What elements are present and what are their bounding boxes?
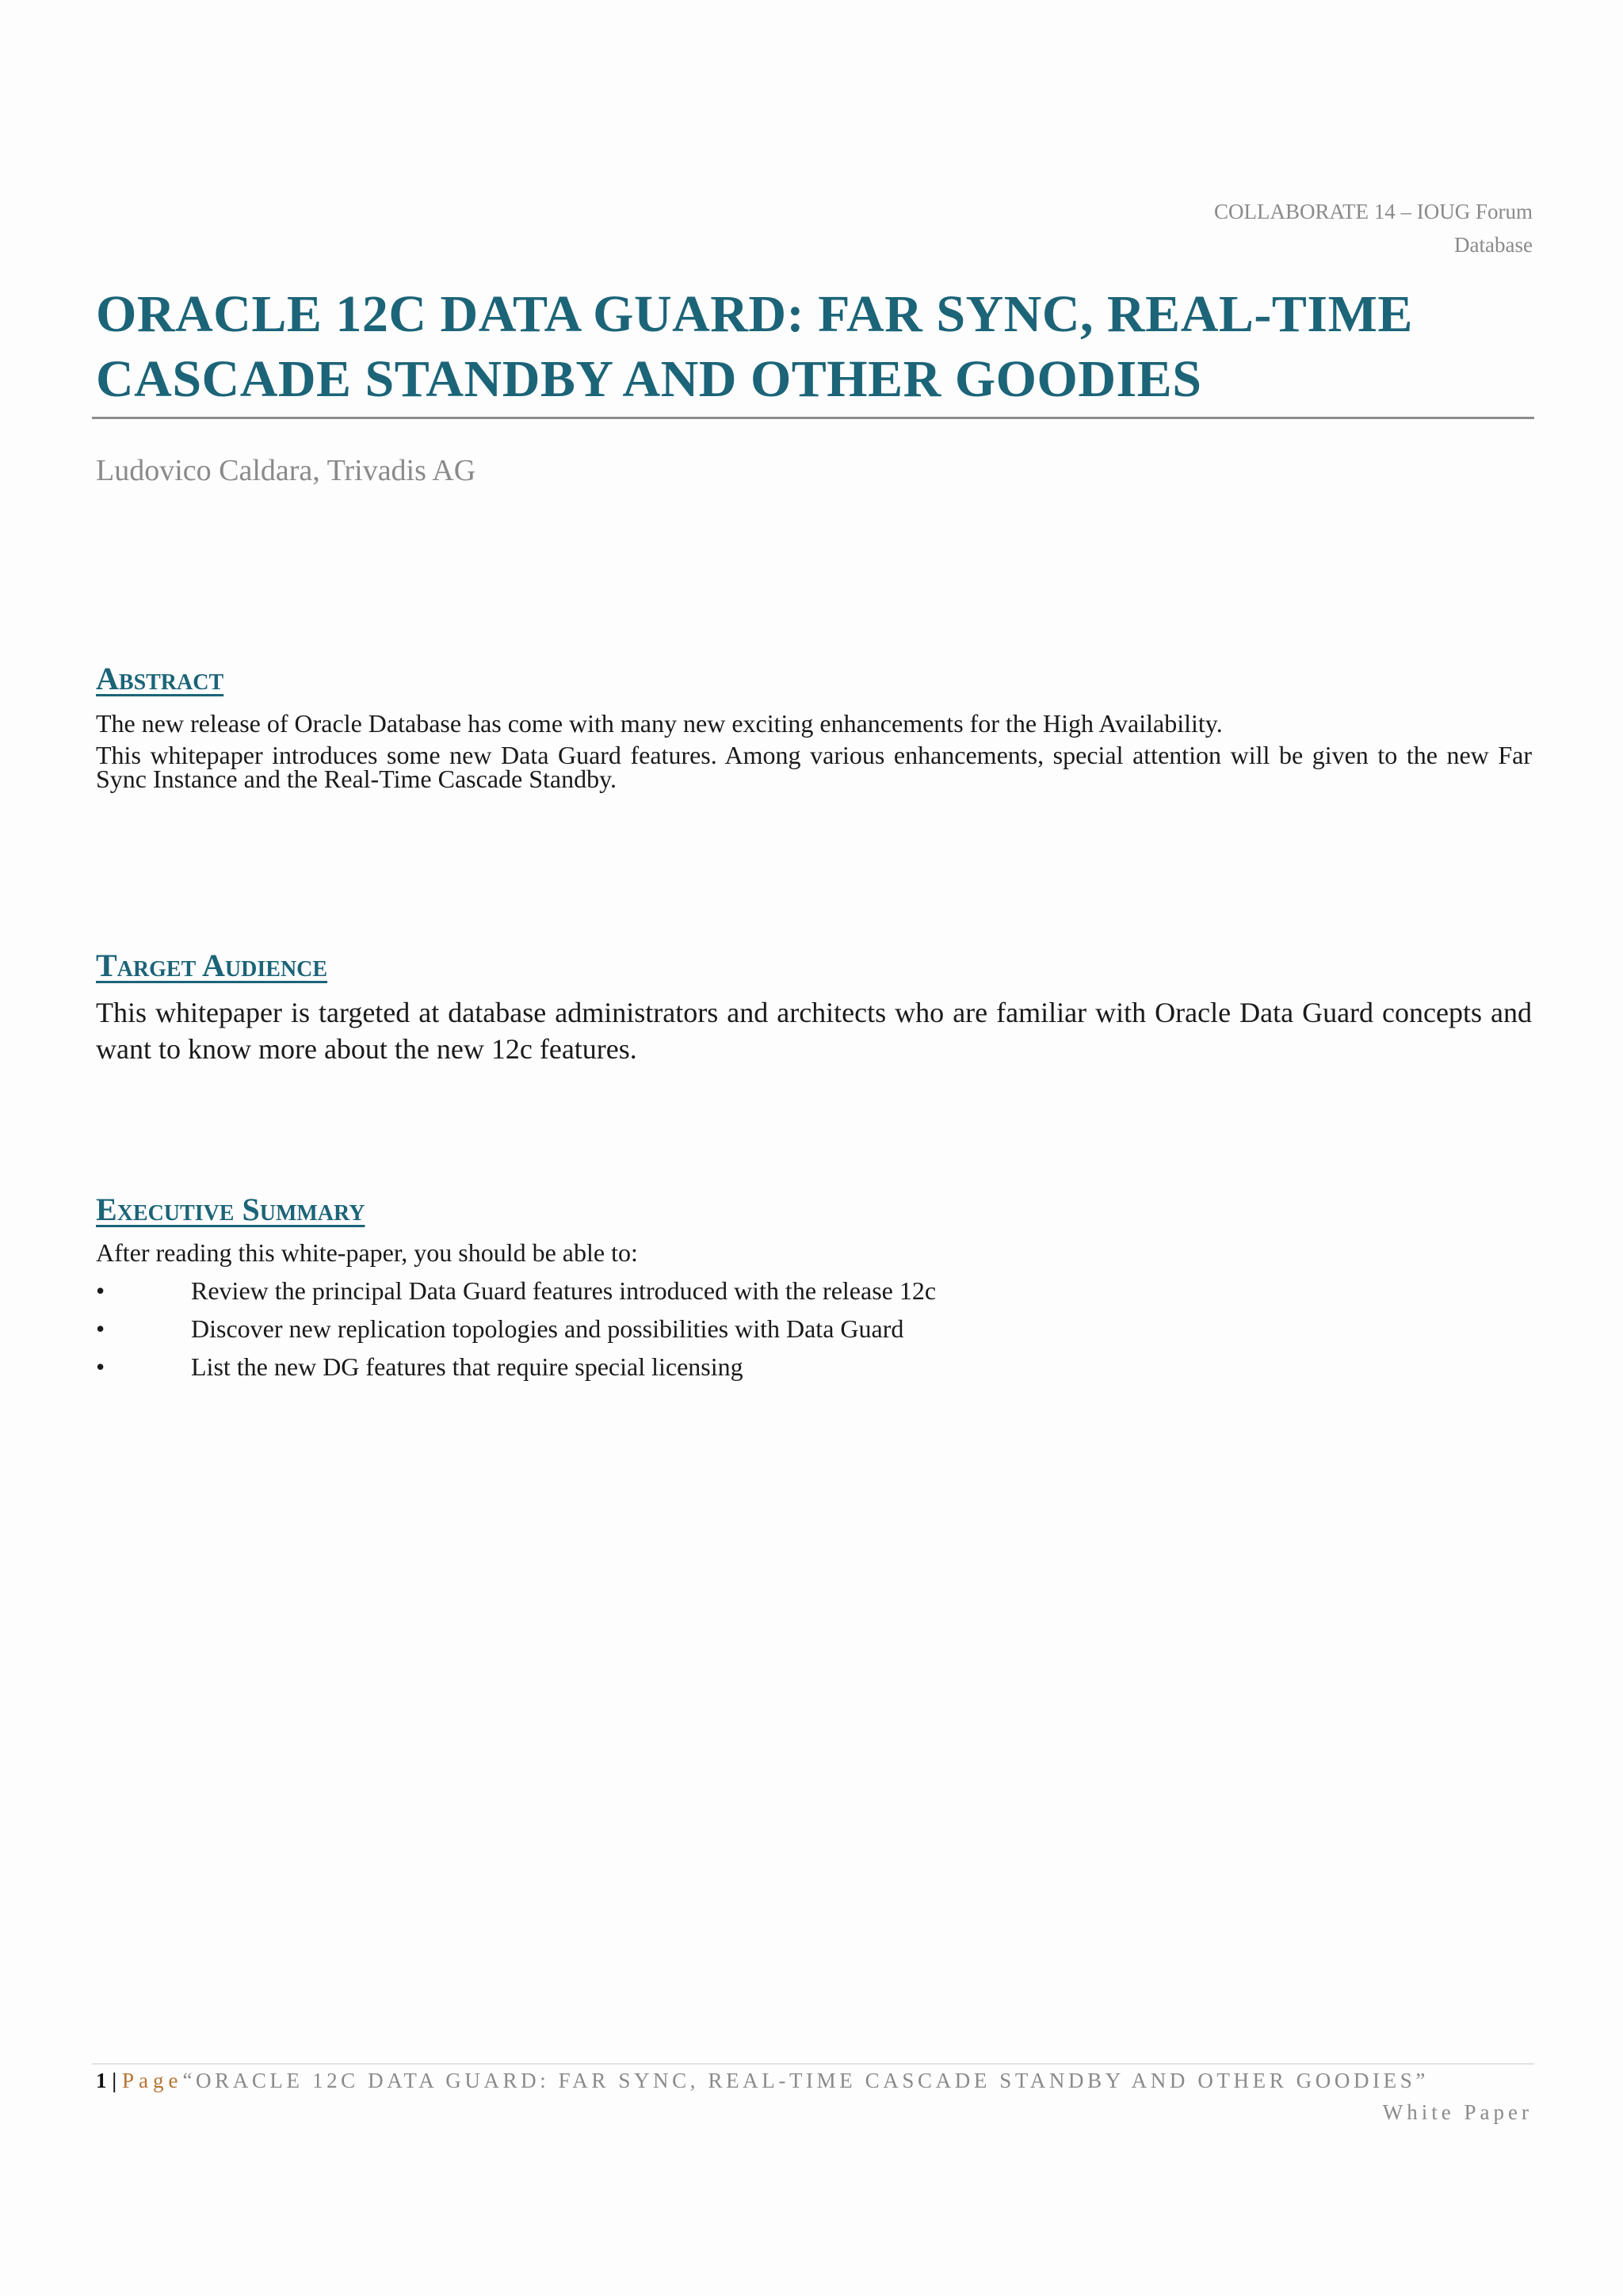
footer-document-type: White Paper <box>1382 2100 1533 2124</box>
page-number: 1 <box>96 2069 107 2092</box>
abstract-heading: Abstract <box>96 661 224 696</box>
list-item-text: List the new DG features that require special licensing <box>191 1352 743 1381</box>
target-audience-paragraph: This whitepaper is targeted at database administrators and architects who are familiar with Oracle Data Guard concepts and want to know more about the new 12c features. <box>96 997 1532 1065</box>
footer-separator: | <box>112 2069 117 2092</box>
page-footer <box>96 2066 1532 2095</box>
footer-document-title: “ORACLE 12C DATA GUARD: FAR SYNC, REAL-TIME CASCADE STANDBY AND OTHER GOODIES” <box>182 2069 1429 2092</box>
title-divider <box>92 417 1534 419</box>
executive-summary-intro: After reading this white-paper, you should be able to: <box>96 1238 638 1267</box>
executive-summary-list <box>96 1272 1532 1386</box>
running-header <box>1214 195 1533 261</box>
header-track: Database <box>1454 233 1533 257</box>
bullet-icon: • <box>96 1352 105 1381</box>
executive-summary-body <box>96 1234 1532 1386</box>
list-item <box>96 1310 1532 1348</box>
target-audience-heading: Target Audience <box>96 948 328 983</box>
document-title-line-2: CASCADE STANDBY AND OTHER GOODIES <box>96 350 1202 408</box>
document-title-line-1: ORACLE 12C DATA GUARD: FAR SYNC, REAL-TIME <box>96 285 1413 343</box>
footer-divider <box>92 2063 1534 2065</box>
list-item-text: Review the principal Data Guard features introduced with the release 12c <box>191 1276 937 1305</box>
document-title <box>96 282 1538 412</box>
bullet-icon: • <box>96 1314 105 1343</box>
header-event: COLLABORATE 14 – IOUG Forum <box>1214 200 1533 223</box>
list-item <box>96 1348 1532 1386</box>
target-audience-body <box>96 994 1532 1067</box>
page-label: Page <box>121 2069 183 2092</box>
abstract-paragraph: The new release of Oracle Database has come with many new exciting enhancements for the High Availability. <box>96 709 1223 738</box>
executive-summary-heading: Executive Summary <box>96 1192 365 1227</box>
abstract-body <box>96 711 1532 791</box>
list-item <box>96 1272 1532 1310</box>
author-line: Ludovico Caldara, Trivadis AG <box>96 454 476 487</box>
abstract-paragraph: This whitepaper introduces some new Data Guard features. Among various enhancements, special attention will be given to the new Far Sync Instance and the Real-Time Cascade Standby. <box>96 741 1532 793</box>
bullet-icon: • <box>96 1276 105 1305</box>
list-item-text: Discover new replication topologies and possibilities with Data Guard <box>191 1314 904 1343</box>
